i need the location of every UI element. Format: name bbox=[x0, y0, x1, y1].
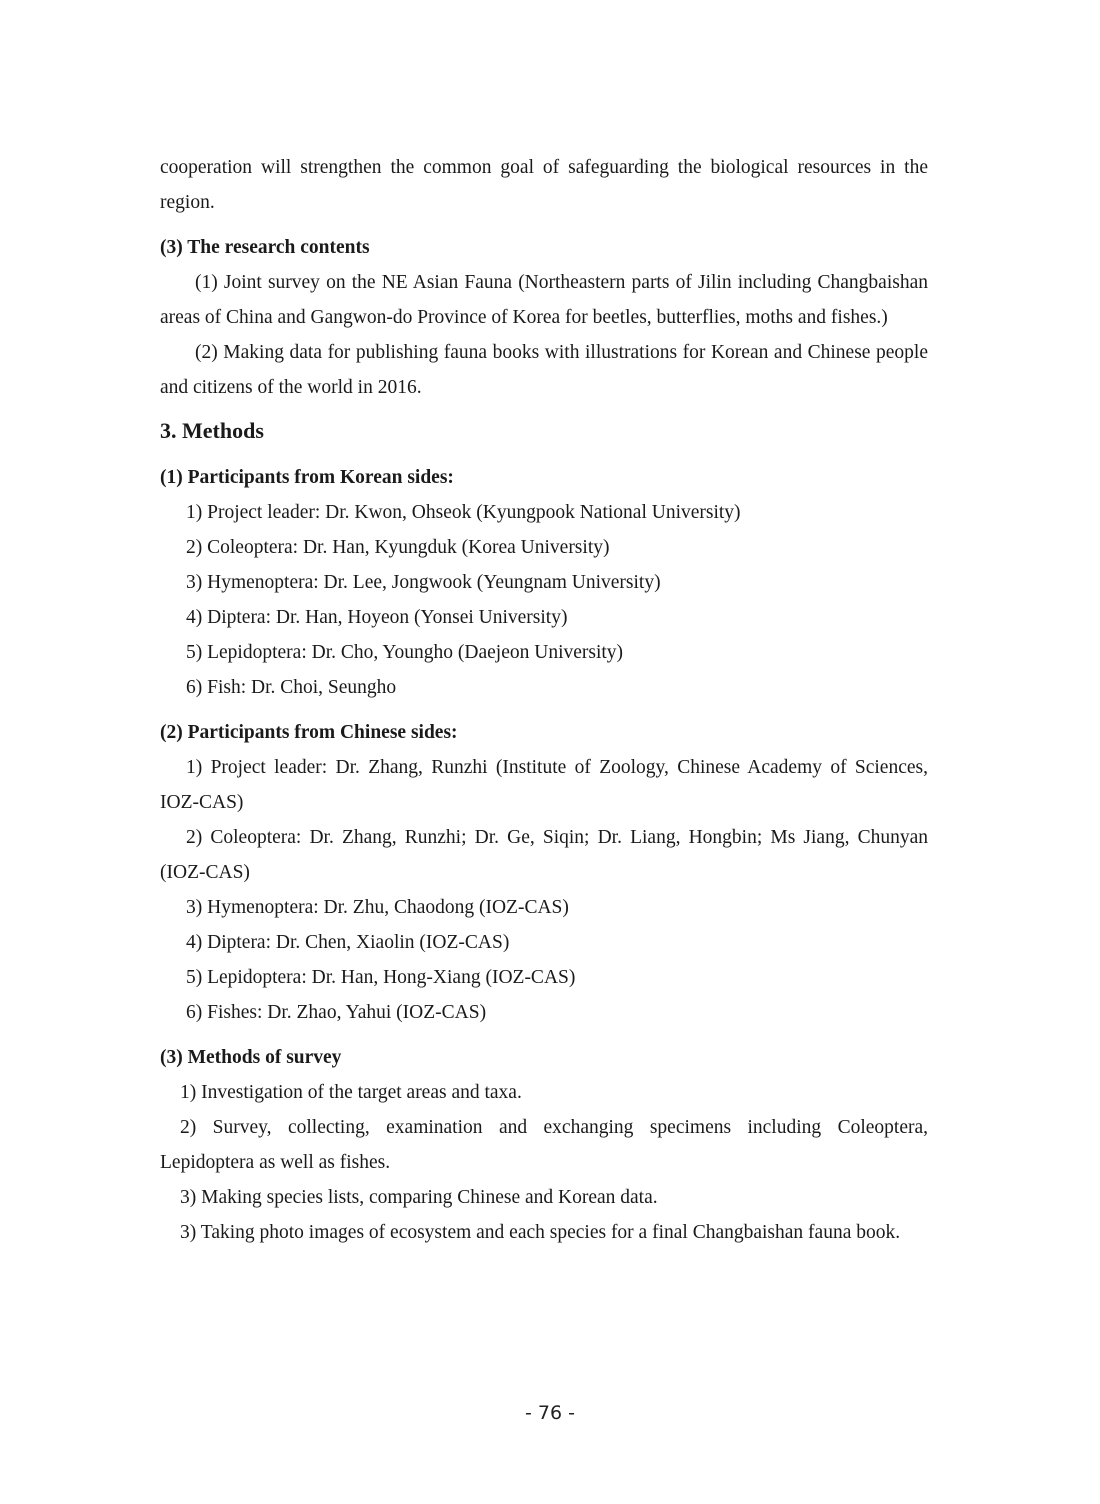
survey-method-2: 2) Survey, collecting, examination and exchanging specimens including Coleoptera, Lepidoptera as well as fishes. bbox=[160, 1117, 928, 1173]
chinese-participant-2: 2) Coleoptera: Dr. Zhang, Runzhi; Dr. Ge, Siqin; Dr. Liang, Hongbin; Ms Jiang, Chunyan (IOZ-CAS) bbox=[160, 827, 928, 883]
research-contents-item-2: (2) Making data for publishing fauna books with illustrations for Korean and Chinese people and citizens of the world in 2016. bbox=[160, 342, 928, 398]
survey-method-4: 3) Taking photo images of ecosystem and each species for a final Changbaishan fauna book. bbox=[180, 1222, 901, 1243]
korean-participant-3: 3) Hymenoptera: Dr. Lee, Jongwook (Yeungnam University) bbox=[186, 572, 661, 593]
korean-participant-6: 6) Fish: Dr. Choi, Seungho bbox=[186, 677, 397, 698]
korean-participant-1: 1) Project leader: Dr. Kwon, Ohseok (Kyungpook National University) bbox=[186, 502, 741, 523]
korean-participant-5: 5) Lepidoptera: Dr. Cho, Youngho (Daejeon University) bbox=[186, 642, 624, 663]
document-page bbox=[160, 150, 928, 1250]
chinese-participant-1: 1) Project leader: Dr. Zhang, Runzhi (Institute of Zoology, Chinese Academy of Sciences, IOZ-CAS) bbox=[160, 757, 928, 813]
chinese-participant-5: 5) Lepidoptera: Dr. Han, Hong-Xiang (IOZ-CAS) bbox=[186, 967, 576, 988]
chinese-participant-6: 6) Fishes: Dr. Zhao, Yahui (IOZ-CAS) bbox=[186, 1002, 487, 1023]
chinese-participant-3: 3) Hymenoptera: Dr. Zhu, Chaodong (IOZ-CAS) bbox=[186, 897, 569, 918]
korean-participants-heading: (1) Participants from Korean sides: bbox=[160, 467, 454, 488]
intro-continuation: cooperation will strengthen the common goal of safeguarding the biological resources in the region. bbox=[160, 157, 928, 213]
survey-methods-heading: (3) Methods of survey bbox=[160, 1047, 342, 1068]
chinese-participant-4: 4) Diptera: Dr. Chen, Xiaolin (IOZ-CAS) bbox=[186, 932, 510, 953]
survey-method-1: 1) Investigation of the target areas and taxa. bbox=[180, 1082, 522, 1103]
methods-section-title: 3. Methods bbox=[160, 418, 264, 443]
survey-method-3: 3) Making species lists, comparing Chinese and Korean data. bbox=[180, 1187, 658, 1208]
korean-participant-2: 2) Coleoptera: Dr. Han, Kyungduk (Korea University) bbox=[186, 537, 610, 558]
korean-participant-4: 4) Diptera: Dr. Han, Hoyeon (Yonsei University) bbox=[186, 607, 568, 628]
research-contents-item-1: (1) Joint survey on the NE Asian Fauna (Northeastern parts of Jilin including Changbaishan areas of China and Gangwon-do Province of Korea for beetles, butterflies, moths and fishes.) bbox=[160, 272, 928, 328]
chinese-participants-heading: (2) Participants from Chinese sides: bbox=[160, 722, 458, 743]
page-number: - 76 - bbox=[525, 1402, 575, 1424]
research-contents-heading: (3) The research contents bbox=[160, 237, 370, 258]
